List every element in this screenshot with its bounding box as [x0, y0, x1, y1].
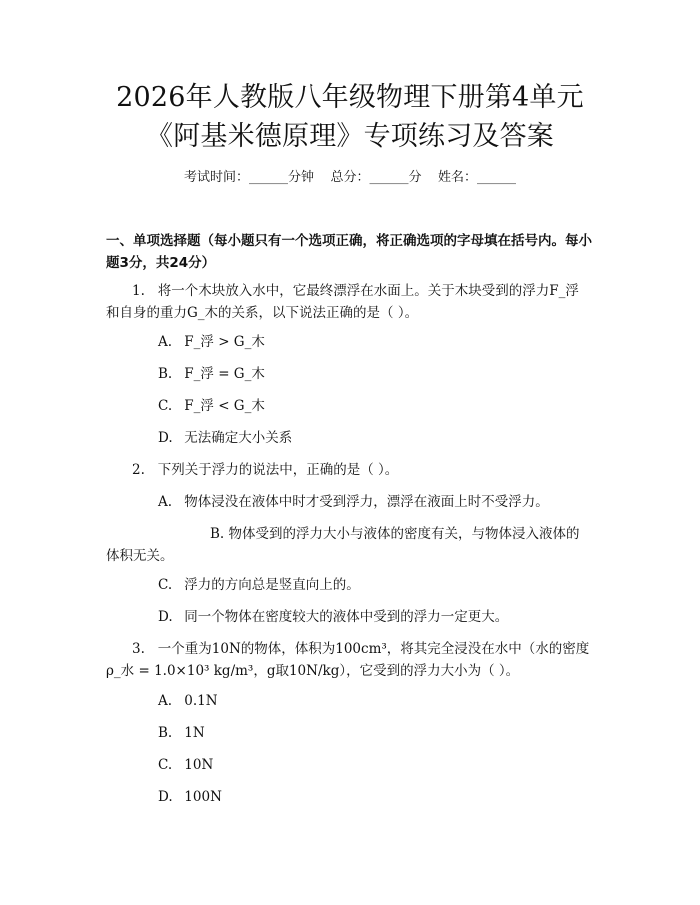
option-label: D.	[158, 430, 173, 446]
option-1a	[158, 331, 592, 353]
option-2d	[158, 606, 592, 628]
option-label: A.	[158, 494, 173, 510]
question-number: 3.	[132, 641, 145, 657]
question-number: 2.	[132, 462, 145, 478]
option-text: 0.1N	[184, 693, 218, 709]
option-text: 浮力的方向总是竖直向上的。	[184, 577, 360, 593]
option-2b	[106, 523, 592, 567]
question-text: 一个重为10N的物体，体积为100cm³，将其完全浸没在水中（水的密度ρ_水 = 1.0×10³ kg/m³，g取10N/kg），它受到的浮力大小为（ ）。	[106, 641, 590, 679]
option-text: 同一个物体在密度较大的液体中受到的浮力一定更大。	[184, 609, 509, 625]
option-text: 物体浸没在液体中时才受到浮力，漂浮在液面上时不受浮力。	[184, 494, 549, 510]
document-title: 2026年人教版八年级物理下册第4单元《阿基米德原理》专项练习及答案	[116, 82, 584, 152]
option-label: D.	[158, 609, 173, 625]
option-2a	[158, 491, 592, 513]
option-text: 无法确定大小关系	[184, 430, 293, 446]
option-3d	[158, 786, 592, 808]
question-2	[106, 459, 592, 481]
option-1c	[158, 395, 592, 417]
question-3	[106, 638, 592, 682]
option-3a	[158, 690, 592, 712]
option-label: D.	[158, 789, 173, 805]
option-label: A.	[158, 334, 173, 350]
option-text: F_浮 > G_木	[184, 334, 265, 350]
option-text: F_浮 = G_木	[184, 366, 265, 382]
option-label: B.	[158, 725, 173, 741]
option-3b	[158, 722, 592, 744]
question-1	[106, 280, 592, 324]
exam-info-line: 考试时间：______分钟 总分：______分 姓名：______	[183, 170, 517, 185]
option-label: A.	[158, 693, 173, 709]
option-text: 物体受到的浮力大小与液体的密度有关，与物体浸入液体的体积无关。	[106, 526, 580, 564]
option-label: C.	[158, 577, 173, 593]
section-heading: 一、单项选择题（每小题只有一个选项正确，将正确选项的字母填在括号内。每小题3分，共24分）	[106, 233, 592, 271]
option-label: C.	[158, 757, 173, 773]
option-label: B.	[210, 526, 225, 542]
option-1b	[158, 363, 592, 385]
option-text: 1N	[184, 725, 205, 741]
option-text: 10N	[184, 757, 214, 773]
option-1d	[158, 427, 592, 449]
option-label: C.	[158, 398, 173, 414]
option-text: F_浮 < G_木	[184, 398, 265, 414]
option-text: 100N	[184, 789, 222, 805]
question-text: 将一个木块放入水中，它最终漂浮在水面上。关于木块受到的浮力F_浮和自身的重力G_木的关系，以下说法正确的是（ ）。	[106, 283, 579, 321]
option-2c	[158, 574, 592, 596]
question-number: 1.	[132, 283, 145, 299]
option-3c	[158, 754, 592, 776]
question-text: 下列关于浮力的说法中，正确的是（ ）。	[157, 462, 399, 478]
option-label: B.	[158, 366, 173, 382]
